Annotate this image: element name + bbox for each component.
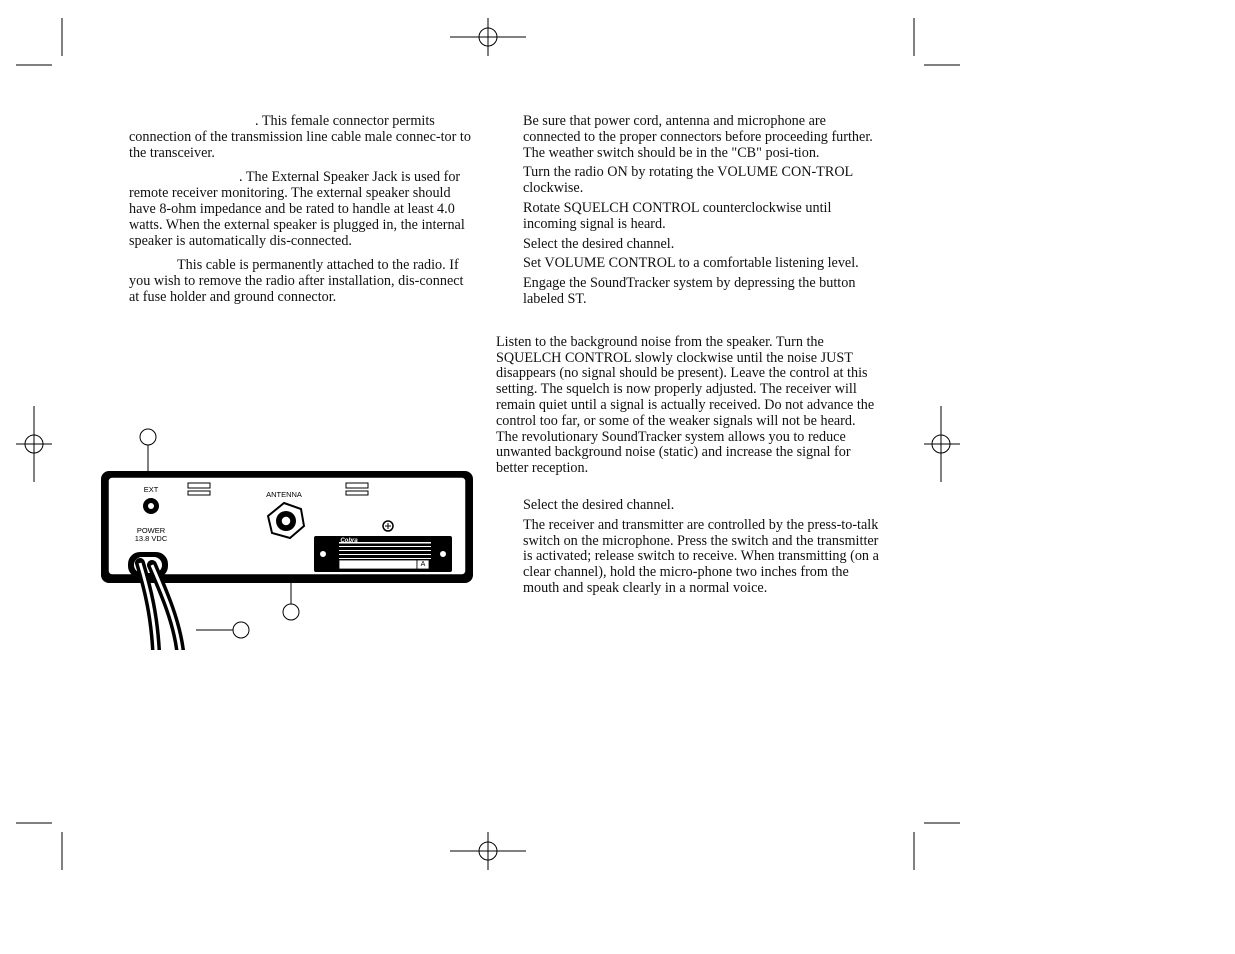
antenna-connector-paragraph: . This female connector permits connection of the transmission line cable male connec-tor to the transceiver. xyxy=(129,113,471,161)
callout-ext-circle xyxy=(140,429,156,445)
operation-step: Select the desired channel. xyxy=(523,235,675,252)
transmit-step: The receiver and transmitter are controlled by the press-to-talk switch on the microphone. Press the switch and the transmitter is activated; release switch to receive. When transmitting (on a clear channel), hold the micro-phone two inches from the mouth and speak clearly in a normal voice. xyxy=(523,516,879,596)
callout-antenna-circle xyxy=(283,604,299,620)
power-voltage-label: 13.8 VDC xyxy=(134,534,168,543)
power-label: POWER xyxy=(136,526,166,535)
rear-panel-illustration xyxy=(96,425,478,650)
plate-letter: A xyxy=(420,561,426,568)
antenna-label: ANTENNA xyxy=(266,490,302,499)
operation-step: Turn the radio ON by rotating the VOLUME CON-TROL clockwise. xyxy=(523,164,853,197)
transmit-step: Select the desired channel. xyxy=(523,496,675,513)
operation-step: Rotate SQUELCH CONTROL counterclockwise until incoming signal is heard. xyxy=(523,199,832,232)
brand-label: Cobra xyxy=(340,538,358,544)
squelch-paragraph: Listen to the background noise from the speaker. Turn the SQUELCH CONTROL slowly clockwise until the noise JUST disappears (no signal should be present). Leave the control at this setting. The squelch is now properly adjusted. The receiver will remain quiet until a signal is actually received. Do not advance the control too far, or some of the weaker signals will not be heard. The revolutionary SoundTracker system allows you to reduce unwanted background noise (static) and increase the signal for better reception. xyxy=(496,333,875,477)
left-column xyxy=(129,114,474,306)
operation-step: Be sure that power cord, antenna and microphone are connected to the proper connectors before proceeding further. The weather switch should be in the "CB" posi-tion. xyxy=(523,113,873,161)
ext-label: EXT xyxy=(143,485,159,494)
operation-step: Engage the SoundTracker system by depressing the button labeled ST. xyxy=(523,275,856,307)
right-column xyxy=(496,114,880,601)
callout-power-circle xyxy=(233,622,249,638)
external-speaker-paragraph: . The External Speaker Jack is used for remote receiver monitoring. The external speaker should have 8-ohm impedance and be rated to handle at least 4.0 watts. When the external speaker is plugged in, the internal speaker is automatically dis-connected. xyxy=(129,169,465,249)
operation-steps xyxy=(496,114,880,308)
transmit-steps xyxy=(496,498,880,597)
power-cable-paragraph: This cable is permanently attached to the radio. If you wish to remove the radio after installation, dis-connect at fuse holder and ground connector. xyxy=(129,257,464,305)
operation-step: Set VOLUME CONTROL to a comfortable listening level. xyxy=(523,255,859,272)
